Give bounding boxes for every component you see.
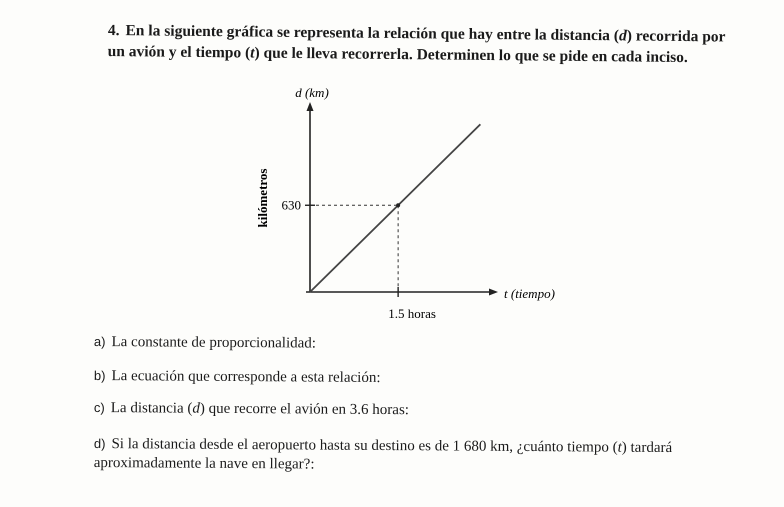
x-tick-label: 1.5 horas	[388, 306, 436, 321]
item-c-text-1: La distancia (	[110, 400, 193, 417]
y-side-label: kilómetros	[255, 168, 270, 228]
problem-statement	[108, 20, 728, 68]
problem-text-1: En la siguiente gráfica se representa la relación que hay entre la distancia (	[125, 22, 620, 45]
distance-series-line	[310, 124, 480, 292]
item-c-text-2: ) que recorre el avión en 3.6 horas:	[199, 400, 410, 419]
item-c	[94, 398, 734, 422]
item-b	[94, 366, 734, 390]
item-a	[94, 332, 734, 356]
problem-text-2: ) recorrida por un avión y el tiempo (	[107, 27, 726, 62]
item-a-letter: a)	[93, 333, 106, 350]
item-b-letter: b)	[93, 367, 106, 384]
x-axis-arrow	[489, 289, 498, 296]
item-b-text: La ecuación que corresponde a esta relación:	[111, 368, 381, 387]
item-d	[94, 434, 734, 477]
marked-point	[396, 203, 400, 207]
distance-time-graph	[250, 82, 590, 332]
y-axis-label: d (km)	[295, 85, 329, 100]
item-c-letter: c)	[93, 399, 105, 416]
item-d-text-2: ) tardará aproximadamente la nave en llegar?:	[93, 439, 673, 473]
x-axis-label: t (tiempo)	[504, 286, 555, 301]
y-axis-arrow	[307, 102, 314, 111]
item-d-letter: d)	[93, 435, 106, 452]
item-d-variable: t	[617, 439, 622, 456]
variable-d: d	[618, 27, 627, 45]
item-d-text-1: Si la distancia desde el aeropuerto hasta su destino es de 1 680 km, ¿cuánto tiempo (	[111, 436, 618, 456]
y-tick-label: 630	[281, 197, 301, 213]
variable-t: t	[250, 44, 255, 62]
item-c-variable: d	[192, 400, 200, 417]
problem-number: 4.	[107, 21, 120, 40]
item-a-text: La constante de proporcionalidad:	[111, 334, 317, 352]
problem-text-3: ) que le lleva recorrerla. Determinen lo que se pide en cada inciso.	[254, 44, 688, 67]
